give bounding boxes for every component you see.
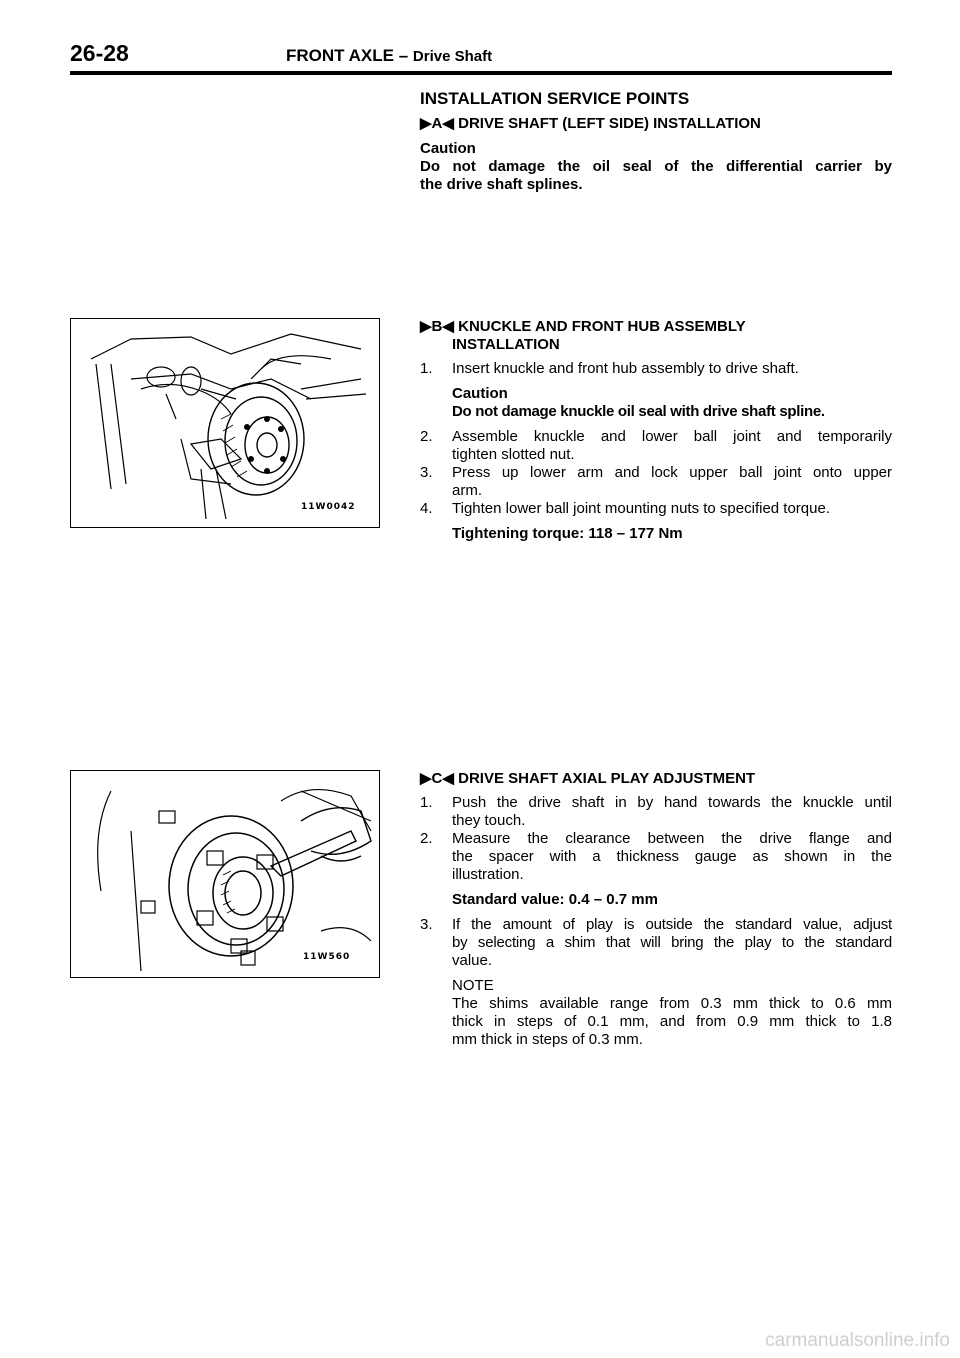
section-c-title	[420, 770, 892, 788]
figure-2-label: 11W560	[303, 952, 351, 962]
section-b-step-3: 3. Press up lower arm and lock upper ball joint onto upper arm.	[420, 464, 892, 499]
section-b-step-1: 1. Insert knuckle and front hub assembly to drive shaft.	[420, 360, 799, 377]
figure-knuckle-installation	[70, 318, 380, 528]
section-c-note-l1: The shims available range from 0.3 mm thick to 0.6 mm	[452, 995, 892, 1012]
figure-1-label: 11W0042	[301, 502, 356, 512]
section-a-title-text: DRIVE SHAFT (LEFT SIDE) INSTALLATION	[458, 115, 761, 132]
section-c-title-text: DRIVE SHAFT AXIAL PLAY ADJUSTMENT	[458, 770, 756, 787]
section-a-caution-l2: the drive shaft splines.	[420, 176, 583, 193]
section-c-note-label: NOTE	[452, 977, 494, 994]
section-b-block	[420, 318, 892, 543]
right-triangle-icon: ▶	[420, 115, 432, 132]
section-a-title	[420, 115, 892, 133]
section-b-title-l2: INSTALLATION	[452, 336, 560, 353]
section-b-step-2: 2. Assemble knuckle and lower ball joint and temporarily tighten slotted nut.	[420, 428, 892, 463]
title-sub: Drive Shaft	[412, 48, 493, 65]
section-b-title-l1: KNUCKLE AND FRONT HUB ASSEMBLY	[458, 318, 746, 335]
thickness-gauge-illustration	[71, 771, 379, 977]
left-triangle-icon: ◀	[442, 115, 454, 132]
section-a-caution-l1: Do not damage the oil seal of the differential carrier by	[420, 158, 892, 175]
right-triangle-icon: ▶	[420, 318, 432, 335]
title-dash: –	[398, 46, 409, 65]
section-c-step-2: 2. Measure the clearance between the drive flange and the spacer with a thickness gauge as shown in the illustration.	[420, 830, 892, 883]
left-triangle-icon: ◀	[442, 770, 454, 787]
title-main: FRONT AXLE	[286, 46, 394, 65]
section-a-caution-label: Caution	[420, 140, 476, 157]
page-number: 26-28	[70, 40, 129, 66]
section-b-torque: Tightening torque: 118 – 177 Nm	[452, 525, 683, 542]
section-a-letter: A	[431, 115, 443, 132]
left-triangle-icon: ◀	[442, 318, 454, 335]
section-b-step-4: 4. Tighten lower ball joint mounting nuts to specified torque.	[420, 500, 830, 517]
knuckle-illustration	[71, 319, 379, 527]
section-b-letter: B	[431, 318, 443, 335]
section-a-block	[420, 90, 892, 194]
section-c-step-3: 3. If the amount of play is outside the standard value, adjust by selecting a shim that will bring the play to the standard value.	[420, 916, 892, 969]
watermark: carmanualsonline.info	[765, 1330, 950, 1351]
section-b-caution-text: Do not damage knuckle oil seal with drive shaft spline.	[452, 403, 825, 420]
section-c-note-l2: thick in steps of 0.1 mm, and from 0.9 mm thick to 1.8	[452, 1013, 892, 1030]
section-c-letter: C	[431, 770, 443, 787]
section-c-standard: Standard value: 0.4 – 0.7 mm	[452, 891, 658, 908]
right-triangle-icon: ▶	[420, 770, 432, 787]
section-c-step-1: 1. Push the drive shaft in by hand towards the knuckle until they touch.	[420, 794, 892, 829]
section-c-note-l3: mm thick in steps of 0.3 mm.	[452, 1031, 643, 1048]
header-rule	[70, 71, 892, 75]
figure-axial-play	[70, 770, 380, 978]
section-b-title	[420, 318, 892, 336]
section-heading: INSTALLATION SERVICE POINTS	[420, 89, 690, 108]
section-b-caution-label: Caution	[452, 385, 508, 402]
section-c-block	[420, 770, 892, 1049]
page-title	[286, 46, 492, 66]
